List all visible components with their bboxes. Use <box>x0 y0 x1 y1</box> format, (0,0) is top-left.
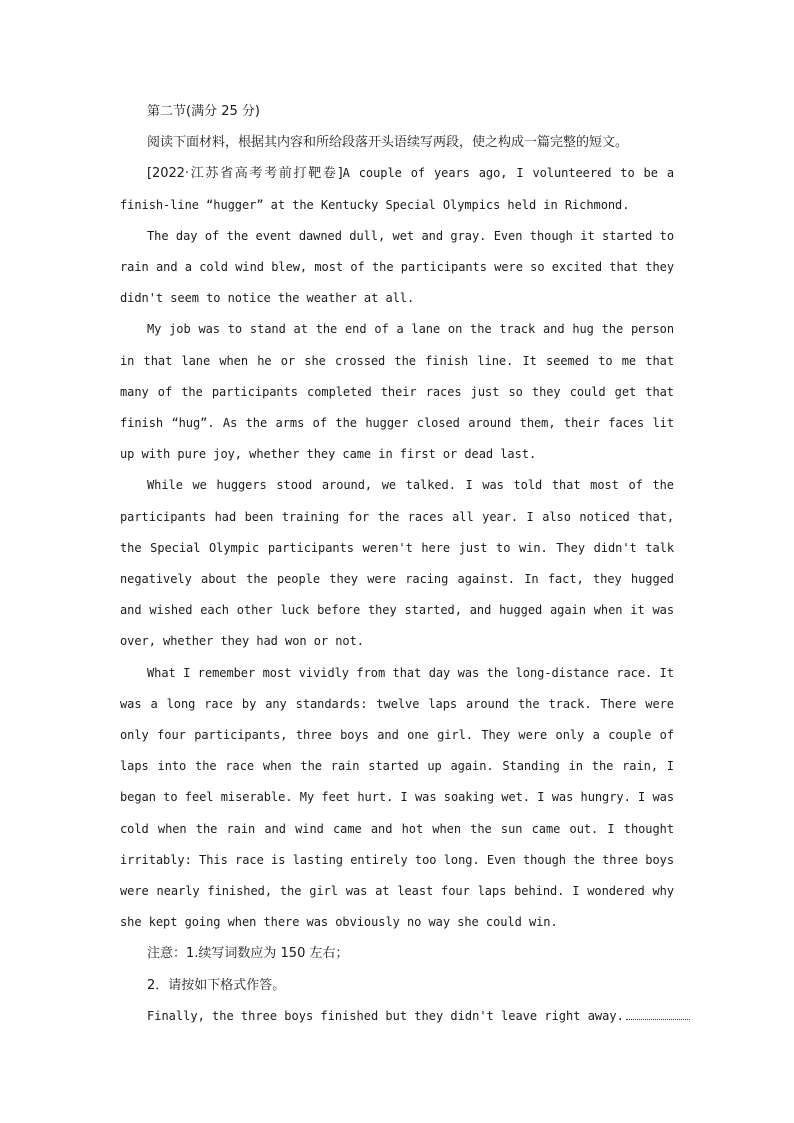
passage-paragraph-3: My job was to stand at the end of a lane on the track and hug the person in that lane when he or she crossed the finish line. It seemed to me that many of the participants completed their races just so they could get that finish “hug”. As the arms of the hugger closed around them, their faces lit up with pure joy, whether they came in first or dead last. <box>120 322 674 462</box>
passage-text-1: A couple of years ago, I volunteered to be a finish-line “hugger” at the Kentucky Special Olympics held in Richmond. <box>120 166 674 212</box>
source-tag: [2022·江苏省高考考前打靶卷] <box>147 166 343 182</box>
exam-page <box>120 96 674 1032</box>
section-heading: 第二节(满分 25 分) <box>147 104 260 119</box>
continuation-opening: Finally, the three boys finished but they didn't leave right away. <box>147 1008 624 1023</box>
passage-paragraph-1 <box>120 158 674 220</box>
continuation-opening-line <box>120 1001 674 1032</box>
note-format: 2．请按如下格式作答。 <box>147 977 286 993</box>
passage-paragraph-4: While we huggers stood around, we talked. I was told that most of the participants had been training for the races all year. I also noticed that, the Special Olympic participants weren't here just to win. They didn't talk negatively about the people they were racing against. In fact, they hugged and wished each other luck before they started, and hugged again when it was over, whether they had won or not. <box>120 478 674 649</box>
answer-blank[interactable] <box>626 1018 690 1020</box>
passage-paragraph-5: What I remember most vividly from that day was the long-distance race. It was a long race by any standards: twelve laps around the track. There were only four participants, three boys and one girl. They were only a couple of laps into the race when the rain started up again. Standing in the rain, I began to feel miserable. My feet hurt. I was soaking wet. I was hungry. I was cold when the rain and wind came and hot when the sun came out. I thought irritably: This race is lasting entirely too long. Even though the three boys were nearly finished, the girl was at least four laps behind. I wondered why she kept going when there was obviously no way she could win. <box>120 665 674 930</box>
note-word-count: 注意：1.续写词数应为 150 左右； <box>147 946 349 962</box>
section-instruction: 阅读下面材料，根据其内容和所给段落开头语续写两段，使之构成一篇完整的短文。 <box>147 135 629 151</box>
passage-paragraph-2: The day of the event dawned dull, wet and gray. Even though it started to rain and a cold wind blew, most of the participants were so excited that they didn't seem to notice the weather at all. <box>120 228 674 306</box>
